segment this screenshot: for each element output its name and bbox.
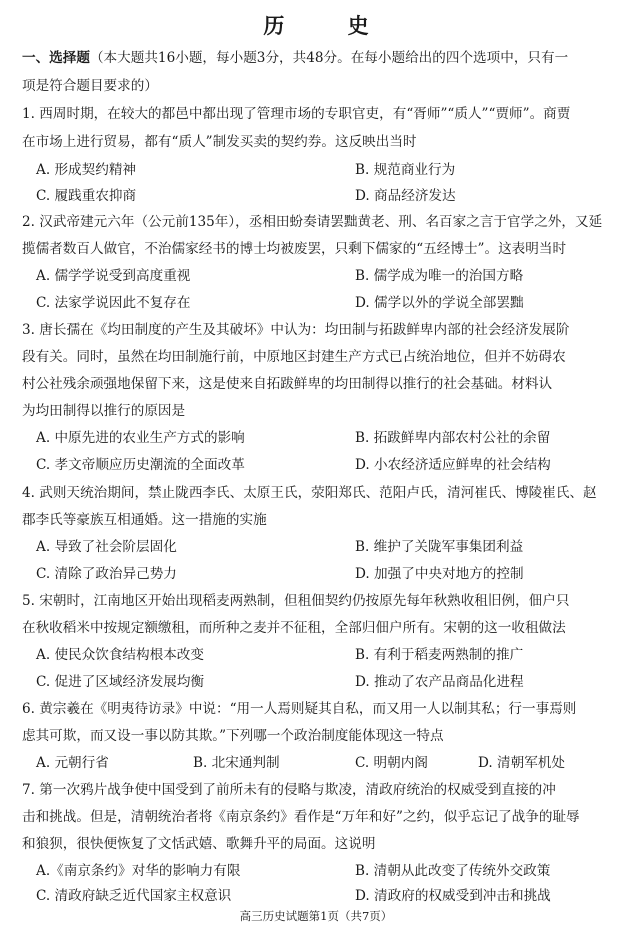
question-5-option-d[interactable]: D. 推动了农产品商品化进程 [355, 674, 524, 690]
question-5-stem-line-1: 5. 宋朝时，江南地区开始出现稻麦两熟制，但租佃契约仍按原先每年秋熟收租旧例，佃户只 [22, 593, 570, 609]
question-3-option-d[interactable]: D. 小农经济适应鲜卑的社会结构 [355, 457, 551, 473]
question-2-option-d[interactable]: D. 儒学以外的学说全部罢黜 [355, 295, 524, 311]
question-7-option-d[interactable]: D. 清政府的权威受到冲击和挑战 [355, 888, 551, 904]
question-4-option-c[interactable]: C. 清除了政治异己势力 [36, 566, 177, 582]
question-4-stem-line-2: 郡李氏等豪族互相通婚。这一措施的实施 [22, 512, 267, 528]
question-7-stem-line-3: 和狼狈，很快便恢复了文恬武嬉、歌舞升平的局面。这说明 [22, 836, 376, 852]
question-4-option-a[interactable]: A. 导致了社会阶层固化 [36, 539, 177, 555]
page-footer: 高三历史试题第1页（共7页） [239, 909, 393, 923]
page-title: 历 史 [263, 13, 397, 38]
question-6-option-c[interactable]: C. 明朝内阁 [355, 755, 428, 771]
question-1-stem-line-1: 1. 西周时期，在较大的都邑中都出现了管理市场的专职官吏，有“胥师”“质人”“贾师”。商贾 [22, 106, 571, 122]
question-5-option-c[interactable]: C. 促进了区域经济发展均衡 [36, 674, 205, 690]
question-1-option-d[interactable]: D. 商品经济发达 [355, 188, 456, 204]
question-1-stem-line-2: 在市场上进行贸易，都有“质人”制发买卖的契约券。这反映出当时 [22, 134, 417, 150]
question-5-option-a[interactable]: A. 使民众饮食结构根本改变 [36, 647, 204, 663]
question-7-option-a[interactable]: A.《南京条约》对华的影响力有限 [36, 863, 241, 879]
section-instr-line-1: （本大题共16小题，每小题3分，共48分。在每小题给出的四个选项中，只有一 [89, 50, 569, 66]
question-4-stem-line-1: 4. 武则天统治期间，禁止陇西李氏、太原王氏，荥阳郑氏、范阳卢氏，清河崔氏、博陵崔氏、赵 [22, 485, 597, 501]
question-3-stem-line-4: 为均田制得以推行的原因是 [22, 403, 186, 419]
question-6-stem-line-2: 虑其可欺，而又设一事以防其欺。”下列哪一个政治制度能体现这一特点 [22, 728, 444, 744]
question-7-option-c[interactable]: C. 清政府缺乏近代国家主权意识 [36, 888, 232, 904]
question-6-option-d[interactable]: D. 清朝军机处 [478, 755, 566, 771]
question-7-stem-line-1: 7. 第一次鸦片战争使中国受到了前所未有的侵略与欺凌，清政府统治的权威受到直接的冲 [22, 782, 556, 798]
question-2-option-c[interactable]: C. 法家学说因此不复存在 [36, 295, 191, 311]
question-3-stem-line-1: 3. 唐长孺在《均田制度的产生及其破坏》中认为：均田制与拓跋鲜卑内部的社会经济发展阶 [22, 322, 570, 338]
question-1-option-c[interactable]: C. 履践重农抑商 [36, 188, 137, 204]
question-3-option-a[interactable]: A. 中原先进的农业生产方式的影响 [36, 430, 245, 446]
question-7-option-b[interactable]: B. 清朝从此改变了传统外交政策 [355, 863, 551, 879]
question-1-option-a[interactable]: A. 形成契约精神 [36, 162, 137, 178]
question-6-option-a[interactable]: A. 元朝行省 [36, 755, 109, 771]
question-4-option-b[interactable]: B. 维护了关陇军事集团利益 [355, 539, 524, 555]
question-2-stem-line-2: 揽儒者数百人做官，不治儒家经书的博士均被废罢，只剩下儒家的“五经博士”。这表明当时 [22, 241, 567, 257]
question-2-option-a[interactable]: A. 儒学学说受到高度重视 [36, 268, 191, 284]
question-6-stem-line-1: 6. 黄宗羲在《明夷待访录》中说：“用一人焉则疑其自私，而又用一人以制其私；行一事焉则 [22, 701, 577, 717]
section-instructions [22, 50, 568, 66]
question-3-stem-line-3: 村公社残余顽强地保留下来，这是使来自拓跋鲜卑的均田制得以推行的社会基础。材料认 [22, 376, 553, 392]
question-5-stem-line-2: 在秋收稻米中按规定额缴租，而所种之麦并不征租，全部归佃户所有。宋朝的这一收租做法 [22, 620, 566, 636]
question-3-option-c[interactable]: C. 孝文帝顺应历史潮流的全面改革 [36, 457, 245, 473]
question-4-option-d[interactable]: D. 加强了中央对地方的控制 [355, 566, 524, 582]
question-3-stem-line-2: 段有关。同时，虽然在均田制施行前，中原地区封建生产方式已占统治地位，但并不妨碍农 [22, 349, 566, 365]
question-2-option-b[interactable]: B. 儒学成为唯一的治国方略 [355, 268, 524, 284]
question-6-option-b[interactable]: B. 北宋通判制 [193, 755, 280, 771]
question-3-option-b[interactable]: B. 拓跋鲜卑内部农村公社的余留 [355, 430, 551, 446]
question-2-stem-line-1: 2. 汉武帝建元六年（公元前135年），丞相田蚡奏请罢黜黄老、刑、名百家之言于官学之外，又延 [22, 214, 603, 230]
section-instr-line-2: 项是符合题目要求的） [22, 78, 158, 94]
section-heading: 一、选择题 [22, 50, 90, 66]
question-7-stem-line-2: 击和挑战。但是，清朝统治者将《南京条约》看作是“万年和好”之约，似乎忘记了战争的耻辱 [22, 809, 580, 825]
question-1-option-b[interactable]: B. 规范商业行为 [355, 162, 456, 178]
question-5-option-b[interactable]: B. 有利于稻麦两熟制的推广 [355, 647, 524, 663]
